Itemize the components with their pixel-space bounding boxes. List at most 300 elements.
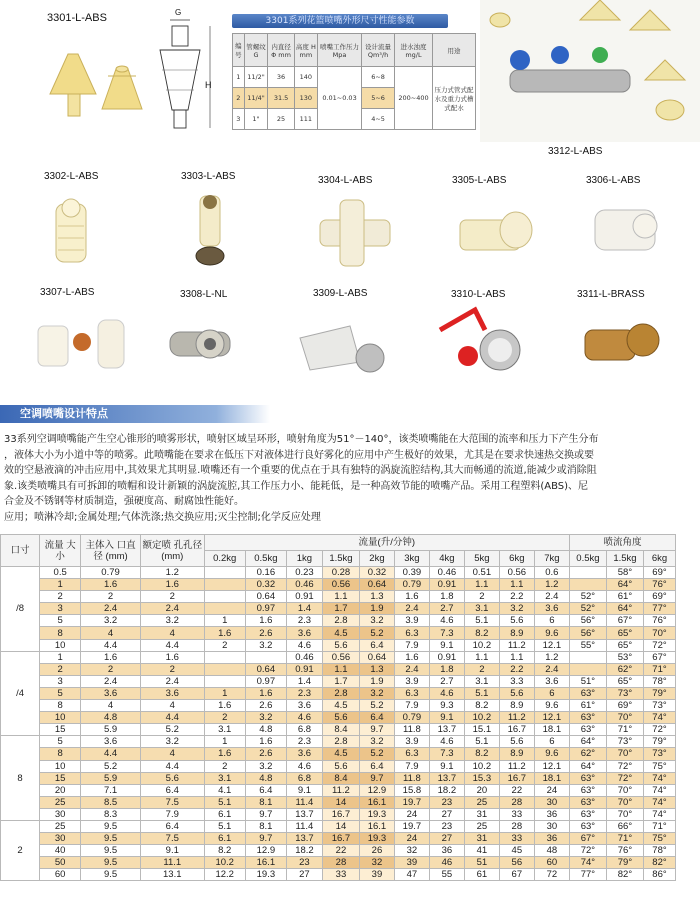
product-photo-3308 <box>150 302 270 390</box>
description-line: 应用；喷淋冷却;金属处理;气体洗涤;热交换应用;灭尘控制;化学反应处理 <box>4 511 321 523</box>
flow-cell: 41 <box>464 845 499 857</box>
flow-cell: 8 <box>40 700 81 712</box>
flow-row <box>1 820 676 832</box>
spec-header-cell: 喷嘴工作压力 Mpa <box>317 34 361 67</box>
flow-cell: 2.8 <box>322 615 359 627</box>
flow-cell: 16.7 <box>322 808 359 820</box>
flow-cell: 0.46 <box>286 651 322 663</box>
spec-cell: 1 <box>233 67 245 88</box>
pressure-header-cell: 2kg <box>359 551 394 567</box>
flow-cell: 6.3 <box>394 748 429 760</box>
flow-cell: 2 <box>140 663 204 675</box>
flow-cell: 6.3 <box>394 627 429 639</box>
flow-cell: 4.6 <box>286 760 322 772</box>
flow-cell: 1.6 <box>81 579 141 591</box>
angle-pressure-header-cell: 1.5kg <box>606 551 643 567</box>
flow-cell: 10.2 <box>464 760 499 772</box>
flow-cell: 4 <box>140 627 204 639</box>
product-label: 3302-L-ABS <box>44 171 99 182</box>
flow-cell: 3.6 <box>534 603 569 615</box>
flow-cell: 4.6 <box>286 639 322 651</box>
flow-cell: 3.2 <box>359 615 394 627</box>
product-photo-3305 <box>440 190 550 276</box>
flow-cell: 4.6 <box>429 615 464 627</box>
flow-cell: 77° <box>569 869 606 881</box>
flow-cell: 9.7 <box>359 772 394 784</box>
flow-cell: 64° <box>569 760 606 772</box>
flow-cell: 8.2 <box>464 700 499 712</box>
flow-cell: 6 <box>534 736 569 748</box>
flow-cell: 52° <box>569 603 606 615</box>
flow-cell: 5.6 <box>499 615 534 627</box>
flow-cell: 5 <box>40 687 81 699</box>
flow-cell: 6.4 <box>245 784 286 796</box>
flow-cell: 55° <box>569 639 606 651</box>
product-photo-3312 <box>480 0 700 142</box>
flow-cell: 2.6 <box>245 748 286 760</box>
flow-cell: 9.1 <box>429 639 464 651</box>
spec-header-cell: 进水浊度 mg/L <box>394 34 432 67</box>
flow-cell: 7.5 <box>140 796 204 808</box>
flow-cell: 3.2 <box>140 615 204 627</box>
flow-cell: 11.2 <box>499 639 534 651</box>
flow-cell: 0.32 <box>245 579 286 591</box>
spec-cell: 200~400 <box>394 67 432 130</box>
flow-cell: 6.4 <box>140 820 204 832</box>
product-label-3312: 3312-L-ABS <box>548 146 603 157</box>
flow-cell: 5.2 <box>359 748 394 760</box>
spec-table <box>232 33 476 130</box>
flow-cell: 15.3 <box>464 772 499 784</box>
flow-cell: 33 <box>322 869 359 881</box>
angle-pressure-header-cell: 0.5kg <box>569 551 606 567</box>
flow-cell: 63° <box>569 712 606 724</box>
flow-cell: 2.2 <box>499 663 534 675</box>
flow-cell: 5.6 <box>322 639 359 651</box>
flow-cell: 69° <box>643 567 675 579</box>
flow-header-cell: 流量(升/分钟) <box>204 535 569 551</box>
flow-row <box>1 651 676 663</box>
flow-cell: 9.6 <box>534 627 569 639</box>
flow-cell: 70° <box>606 748 643 760</box>
flow-cell: 0.64 <box>245 591 286 603</box>
flow-cell: 74° <box>643 772 675 784</box>
pressure-header-cell: 5kg <box>464 551 499 567</box>
flow-cell: 19.7 <box>394 820 429 832</box>
pressure-header-cell: 4kg <box>429 551 464 567</box>
flow-cell: 0.79 <box>394 712 429 724</box>
flow-cell: 20 <box>40 784 81 796</box>
flow-header-cell: 额定喷 孔孔径 (mm) <box>140 535 204 567</box>
flow-cell: 4.5 <box>322 627 359 639</box>
flow-cell: 1.7 <box>322 675 359 687</box>
flow-cell: 67 <box>499 869 534 881</box>
product-label: 3310-L-ABS <box>451 289 506 300</box>
flow-cell: 16.7 <box>499 772 534 784</box>
flow-cell: 82° <box>643 857 675 869</box>
flow-cell: 79° <box>606 857 643 869</box>
flow-cell: 10.2 <box>464 712 499 724</box>
flow-cell: 31 <box>464 808 499 820</box>
flow-cell: 10.2 <box>204 857 245 869</box>
flow-cell: 76° <box>606 845 643 857</box>
flow-row <box>1 748 676 760</box>
flow-cell: 9.1 <box>429 712 464 724</box>
spec-header-cell: 用途 <box>433 34 476 67</box>
flow-cell: 0.56 <box>322 579 359 591</box>
flow-cell: 79° <box>643 736 675 748</box>
flow-cell: 5.2 <box>359 627 394 639</box>
flow-cell: 1.4 <box>286 675 322 687</box>
flow-cell: 1.6 <box>204 700 245 712</box>
pressure-header-cell: 3kg <box>394 551 429 567</box>
flow-cell: 45 <box>499 845 534 857</box>
flow-cell: 7.9 <box>394 760 429 772</box>
flow-cell: 0.64 <box>245 663 286 675</box>
flow-cell: 1.2 <box>534 579 569 591</box>
flow-cell: 5.1 <box>464 687 499 699</box>
flow-cell: 0.79 <box>81 567 141 579</box>
flow-cell: 4.8 <box>245 724 286 736</box>
flow-cell: 58° <box>606 567 643 579</box>
flow-cell: 4.5 <box>322 700 359 712</box>
flow-cell: 2.4 <box>140 603 204 615</box>
flow-cell: 0.91 <box>286 591 322 603</box>
flow-cell: 4.4 <box>81 748 141 760</box>
flow-cell: 5.2 <box>359 700 394 712</box>
flow-cell: 66° <box>606 820 643 832</box>
flow-cell: 72° <box>643 639 675 651</box>
flow-cell: 9.7 <box>245 808 286 820</box>
product-photo-3311 <box>565 300 685 390</box>
flow-cell: 4.8 <box>245 772 286 784</box>
flow-cell: 75° <box>643 760 675 772</box>
flow-cell: 5.2 <box>81 760 141 772</box>
flow-cell: 8.3 <box>81 808 141 820</box>
flow-cell: 1.6 <box>204 627 245 639</box>
flow-cell: 25 <box>464 820 499 832</box>
flow-cell: 14 <box>322 820 359 832</box>
section-title: 空调喷嘴设计特点 <box>0 405 270 423</box>
flow-cell: 2 <box>204 760 245 772</box>
flow-cell: 71° <box>606 833 643 845</box>
flow-cell: 5.9 <box>81 772 141 784</box>
flow-cell: 33 <box>499 833 534 845</box>
flow-cell <box>204 651 245 663</box>
product-photo-3303 <box>170 186 280 276</box>
flow-cell: 65° <box>606 627 643 639</box>
product-label: 3308-L-NL <box>180 289 228 300</box>
flow-cell: 74° <box>643 796 675 808</box>
flow-header-row <box>1 535 676 551</box>
flow-cell: 1.6 <box>245 736 286 748</box>
flow-cell: 7.1 <box>81 784 141 796</box>
product-label: 3304-L-ABS <box>318 175 373 186</box>
flow-cell: 32 <box>359 857 394 869</box>
flow-cell: 72° <box>569 845 606 857</box>
flow-cell: 1.3 <box>359 591 394 603</box>
flow-row <box>1 591 676 603</box>
flow-cell: 13.7 <box>286 833 322 845</box>
flow-cell: 1 <box>204 687 245 699</box>
flow-cell: 63° <box>569 772 606 784</box>
flow-cell: 73° <box>643 748 675 760</box>
dimension-g-label: G <box>175 8 182 17</box>
flow-cell: 5.9 <box>81 724 141 736</box>
flow-cell: 1.1 <box>499 579 534 591</box>
flow-cell: 2.4 <box>81 603 141 615</box>
flow-cell: 63° <box>569 808 606 820</box>
flow-cell <box>245 651 286 663</box>
flow-cell: 6 <box>534 687 569 699</box>
flow-cell: 60 <box>40 869 81 881</box>
flow-cell: 71° <box>643 820 675 832</box>
description-line: 象.该类喷嘴具有可拆卸的喷帽和设计新颖的涡旋流腔,其工作压力小、能耗低，是一种高效节能的喷嘴产品。采用工程塑料(ABS)、尼 <box>4 480 589 492</box>
flow-cell: 8.2 <box>204 845 245 857</box>
flow-cell: 1.8 <box>429 663 464 675</box>
flow-cell: 0.5 <box>40 567 81 579</box>
flow-cell: 0.79 <box>394 579 429 591</box>
flow-cell: 5.6 <box>322 760 359 772</box>
flow-cell: 3.2 <box>359 687 394 699</box>
flow-cell: 74° <box>643 784 675 796</box>
flow-row <box>1 712 676 724</box>
flow-cell: 7.3 <box>429 627 464 639</box>
flow-cell: 8.4 <box>322 724 359 736</box>
flow-cell: 9.5 <box>81 820 141 832</box>
flow-row <box>1 772 676 784</box>
flow-cell: 5.1 <box>204 796 245 808</box>
pressure-header-cell: 0.5kg <box>245 551 286 567</box>
flow-cell: 9.5 <box>81 845 141 857</box>
flow-cell: 0.16 <box>245 567 286 579</box>
flow-cell: 1 <box>40 579 81 591</box>
flow-cell: 18.1 <box>534 772 569 784</box>
flow-cell: 64° <box>569 736 606 748</box>
flow-cell: 67° <box>569 833 606 845</box>
flow-cell: 73° <box>606 687 643 699</box>
flow-cell: 3.3 <box>499 675 534 687</box>
flow-cell: 15 <box>40 724 81 736</box>
flow-cell: 50 <box>40 857 81 869</box>
flow-row <box>1 724 676 736</box>
flow-cell: 2.4 <box>81 675 141 687</box>
spec-cell: 11/4" <box>244 88 268 109</box>
flow-header-cell: 喷流角度 <box>569 535 675 551</box>
spec-cell: 36 <box>268 67 295 88</box>
flow-cell: 4.8 <box>81 712 141 724</box>
flow-cell: 11.8 <box>394 724 429 736</box>
flow-cell: 19.3 <box>359 833 394 845</box>
flow-cell: 55 <box>429 869 464 881</box>
product-label-3301: 3301-L-ABS <box>47 12 107 24</box>
flow-cell: 6.8 <box>286 772 322 784</box>
flow-cell: 28 <box>499 820 534 832</box>
flow-cell <box>204 663 245 675</box>
flow-cell: 8 <box>40 748 81 760</box>
flow-cell: 9.7 <box>359 724 394 736</box>
flow-cell: 0.64 <box>359 579 394 591</box>
spec-header-row <box>233 34 476 67</box>
spec-cell: 4~5 <box>362 109 395 130</box>
flow-cell: 30 <box>40 833 81 845</box>
flow-cell: 3.9 <box>394 736 429 748</box>
flow-cell: 1.1 <box>322 591 359 603</box>
flow-cell <box>569 663 606 675</box>
flow-cell: 8.2 <box>464 748 499 760</box>
flow-cell: 3.6 <box>286 700 322 712</box>
flow-cell: 1.2 <box>140 567 204 579</box>
flow-cell: 64° <box>606 603 643 615</box>
flow-row <box>1 784 676 796</box>
description-line: 效的空悬液滴的冲击应用中,其效果尤其明显.喷嘴还有一个重要的优点在于具有独特的涡旋流腔结构,其大而畅通的流道,能减少或消除阻 <box>4 465 597 476</box>
flow-cell: 4.4 <box>140 760 204 772</box>
flow-cell: 11.2 <box>322 784 359 796</box>
flow-cell: 8.9 <box>499 627 534 639</box>
flow-cell: 64° <box>606 579 643 591</box>
flow-cell: 8.4 <box>322 772 359 784</box>
flow-cell: 6.3 <box>394 687 429 699</box>
flow-cell <box>204 567 245 579</box>
flow-cell: 6.1 <box>204 808 245 820</box>
flow-cell: 9.5 <box>81 869 141 881</box>
spec-header-cell: 编号 <box>233 34 245 67</box>
flow-cell: 2.4 <box>534 591 569 603</box>
product-label: 3307-L-ABS <box>40 287 95 298</box>
flow-cell: 23 <box>429 820 464 832</box>
flow-cell: 3.1 <box>464 603 499 615</box>
flow-cell: 7.3 <box>429 748 464 760</box>
flow-row <box>1 627 676 639</box>
product-photo-3310 <box>430 300 550 390</box>
product-photo-3309 <box>290 302 410 390</box>
flow-cell <box>204 675 245 687</box>
flow-cell: 4.6 <box>429 687 464 699</box>
flow-cell: 2.8 <box>322 687 359 699</box>
flow-cell: 2 <box>464 663 499 675</box>
flow-cell <box>204 579 245 591</box>
flow-cell: 3.6 <box>286 627 322 639</box>
flow-cell: 8.1 <box>245 796 286 808</box>
flow-cell: 1.1 <box>464 651 499 663</box>
flow-cell: 8.9 <box>499 748 534 760</box>
flow-cell: 3.9 <box>394 615 429 627</box>
flow-cell: 6.4 <box>359 712 394 724</box>
flow-cell <box>569 567 606 579</box>
flow-cell: 1.9 <box>359 603 394 615</box>
flow-row <box>1 615 676 627</box>
flow-cell: 9.1 <box>286 784 322 796</box>
flow-cell: 9.7 <box>245 833 286 845</box>
flow-cell: 15.8 <box>394 784 429 796</box>
spec-header-cell: 管螺纹 G <box>244 34 268 67</box>
flow-cell: 5.6 <box>322 712 359 724</box>
flow-cell: 20 <box>464 784 499 796</box>
flow-cell: 8 <box>40 627 81 639</box>
flow-cell: 10 <box>40 639 81 651</box>
flow-table <box>0 534 676 881</box>
flow-cell: 12.1 <box>534 760 569 772</box>
spec-cell: 0.01~0.03 <box>317 67 361 130</box>
flow-cell: 16.7 <box>499 724 534 736</box>
flow-cell: 67° <box>643 651 675 663</box>
flow-cell: 5.1 <box>204 820 245 832</box>
flow-cell: 5.6 <box>499 736 534 748</box>
pressure-header-cell: 6kg <box>499 551 534 567</box>
flow-cell: 15.1 <box>464 724 499 736</box>
flow-cell: 8.5 <box>81 796 141 808</box>
flow-cell: 70° <box>606 796 643 808</box>
description-line: 合金及不锈钢等材质制造，强硬度高、耐腐蚀性能好。 <box>4 496 244 507</box>
flow-row <box>1 639 676 651</box>
flow-cell: 72 <box>534 869 569 881</box>
flow-cell: 13.1 <box>140 869 204 881</box>
flow-cell: 2 <box>81 591 141 603</box>
flow-cell: 16.1 <box>359 796 394 808</box>
flow-cell: 6.8 <box>286 724 322 736</box>
flow-cell: 3.2 <box>81 615 141 627</box>
flow-cell: 62° <box>606 663 643 675</box>
flow-cell <box>204 591 245 603</box>
flow-cell: 2.3 <box>286 736 322 748</box>
flow-cell: 18.2 <box>429 784 464 796</box>
flow-cell: 4.4 <box>140 712 204 724</box>
flow-cell: 27 <box>286 869 322 881</box>
product-label: 3306-L-ABS <box>586 175 641 186</box>
flow-cell: 5 <box>40 615 81 627</box>
flow-cell: 2.3 <box>286 615 322 627</box>
flow-cell: 86° <box>643 869 675 881</box>
flow-cell: 25 <box>464 796 499 808</box>
flow-cell: 65° <box>606 675 643 687</box>
flow-row <box>1 700 676 712</box>
spec-table-title: 3301系列花篮喷嘴外形尺寸性能参数 <box>232 14 448 28</box>
flow-cell: 56° <box>569 615 606 627</box>
dimension-h-label: H <box>205 80 212 90</box>
spec-cell: 11/2" <box>244 67 268 88</box>
flow-cell: 28 <box>499 796 534 808</box>
spec-cell: 130 <box>294 88 317 109</box>
spec-cell: 6~8 <box>362 67 395 88</box>
flow-cell: 40 <box>40 845 81 857</box>
flow-cell: 9.5 <box>81 857 141 869</box>
flow-cell: 3.1 <box>204 772 245 784</box>
flow-cell: 18.1 <box>534 724 569 736</box>
flow-cell: 4.4 <box>140 639 204 651</box>
flow-cell: 4.5 <box>322 748 359 760</box>
flow-cell: 23 <box>429 796 464 808</box>
flow-cell: 9.3 <box>429 700 464 712</box>
pressure-header-cell: 7kg <box>534 551 569 567</box>
flow-cell: 36 <box>534 833 569 845</box>
flow-group-label: 8 <box>1 736 40 821</box>
flow-cell: 9.6 <box>534 700 569 712</box>
flow-cell: 3.6 <box>534 675 569 687</box>
flow-cell: 3.6 <box>81 736 141 748</box>
flow-cell: 0.91 <box>429 579 464 591</box>
flow-cell: 3 <box>40 675 81 687</box>
product-photo-3307 <box>30 302 140 390</box>
flow-cell: 72° <box>643 724 675 736</box>
flow-cell: 1.6 <box>245 687 286 699</box>
flow-cell: 3.1 <box>464 675 499 687</box>
flow-cell: 48 <box>534 845 569 857</box>
flow-cell: 12.9 <box>245 845 286 857</box>
flow-cell: 0.32 <box>359 567 394 579</box>
flow-cell: 5 <box>40 736 81 748</box>
flow-row <box>1 760 676 772</box>
flow-cell: 19.7 <box>394 796 429 808</box>
